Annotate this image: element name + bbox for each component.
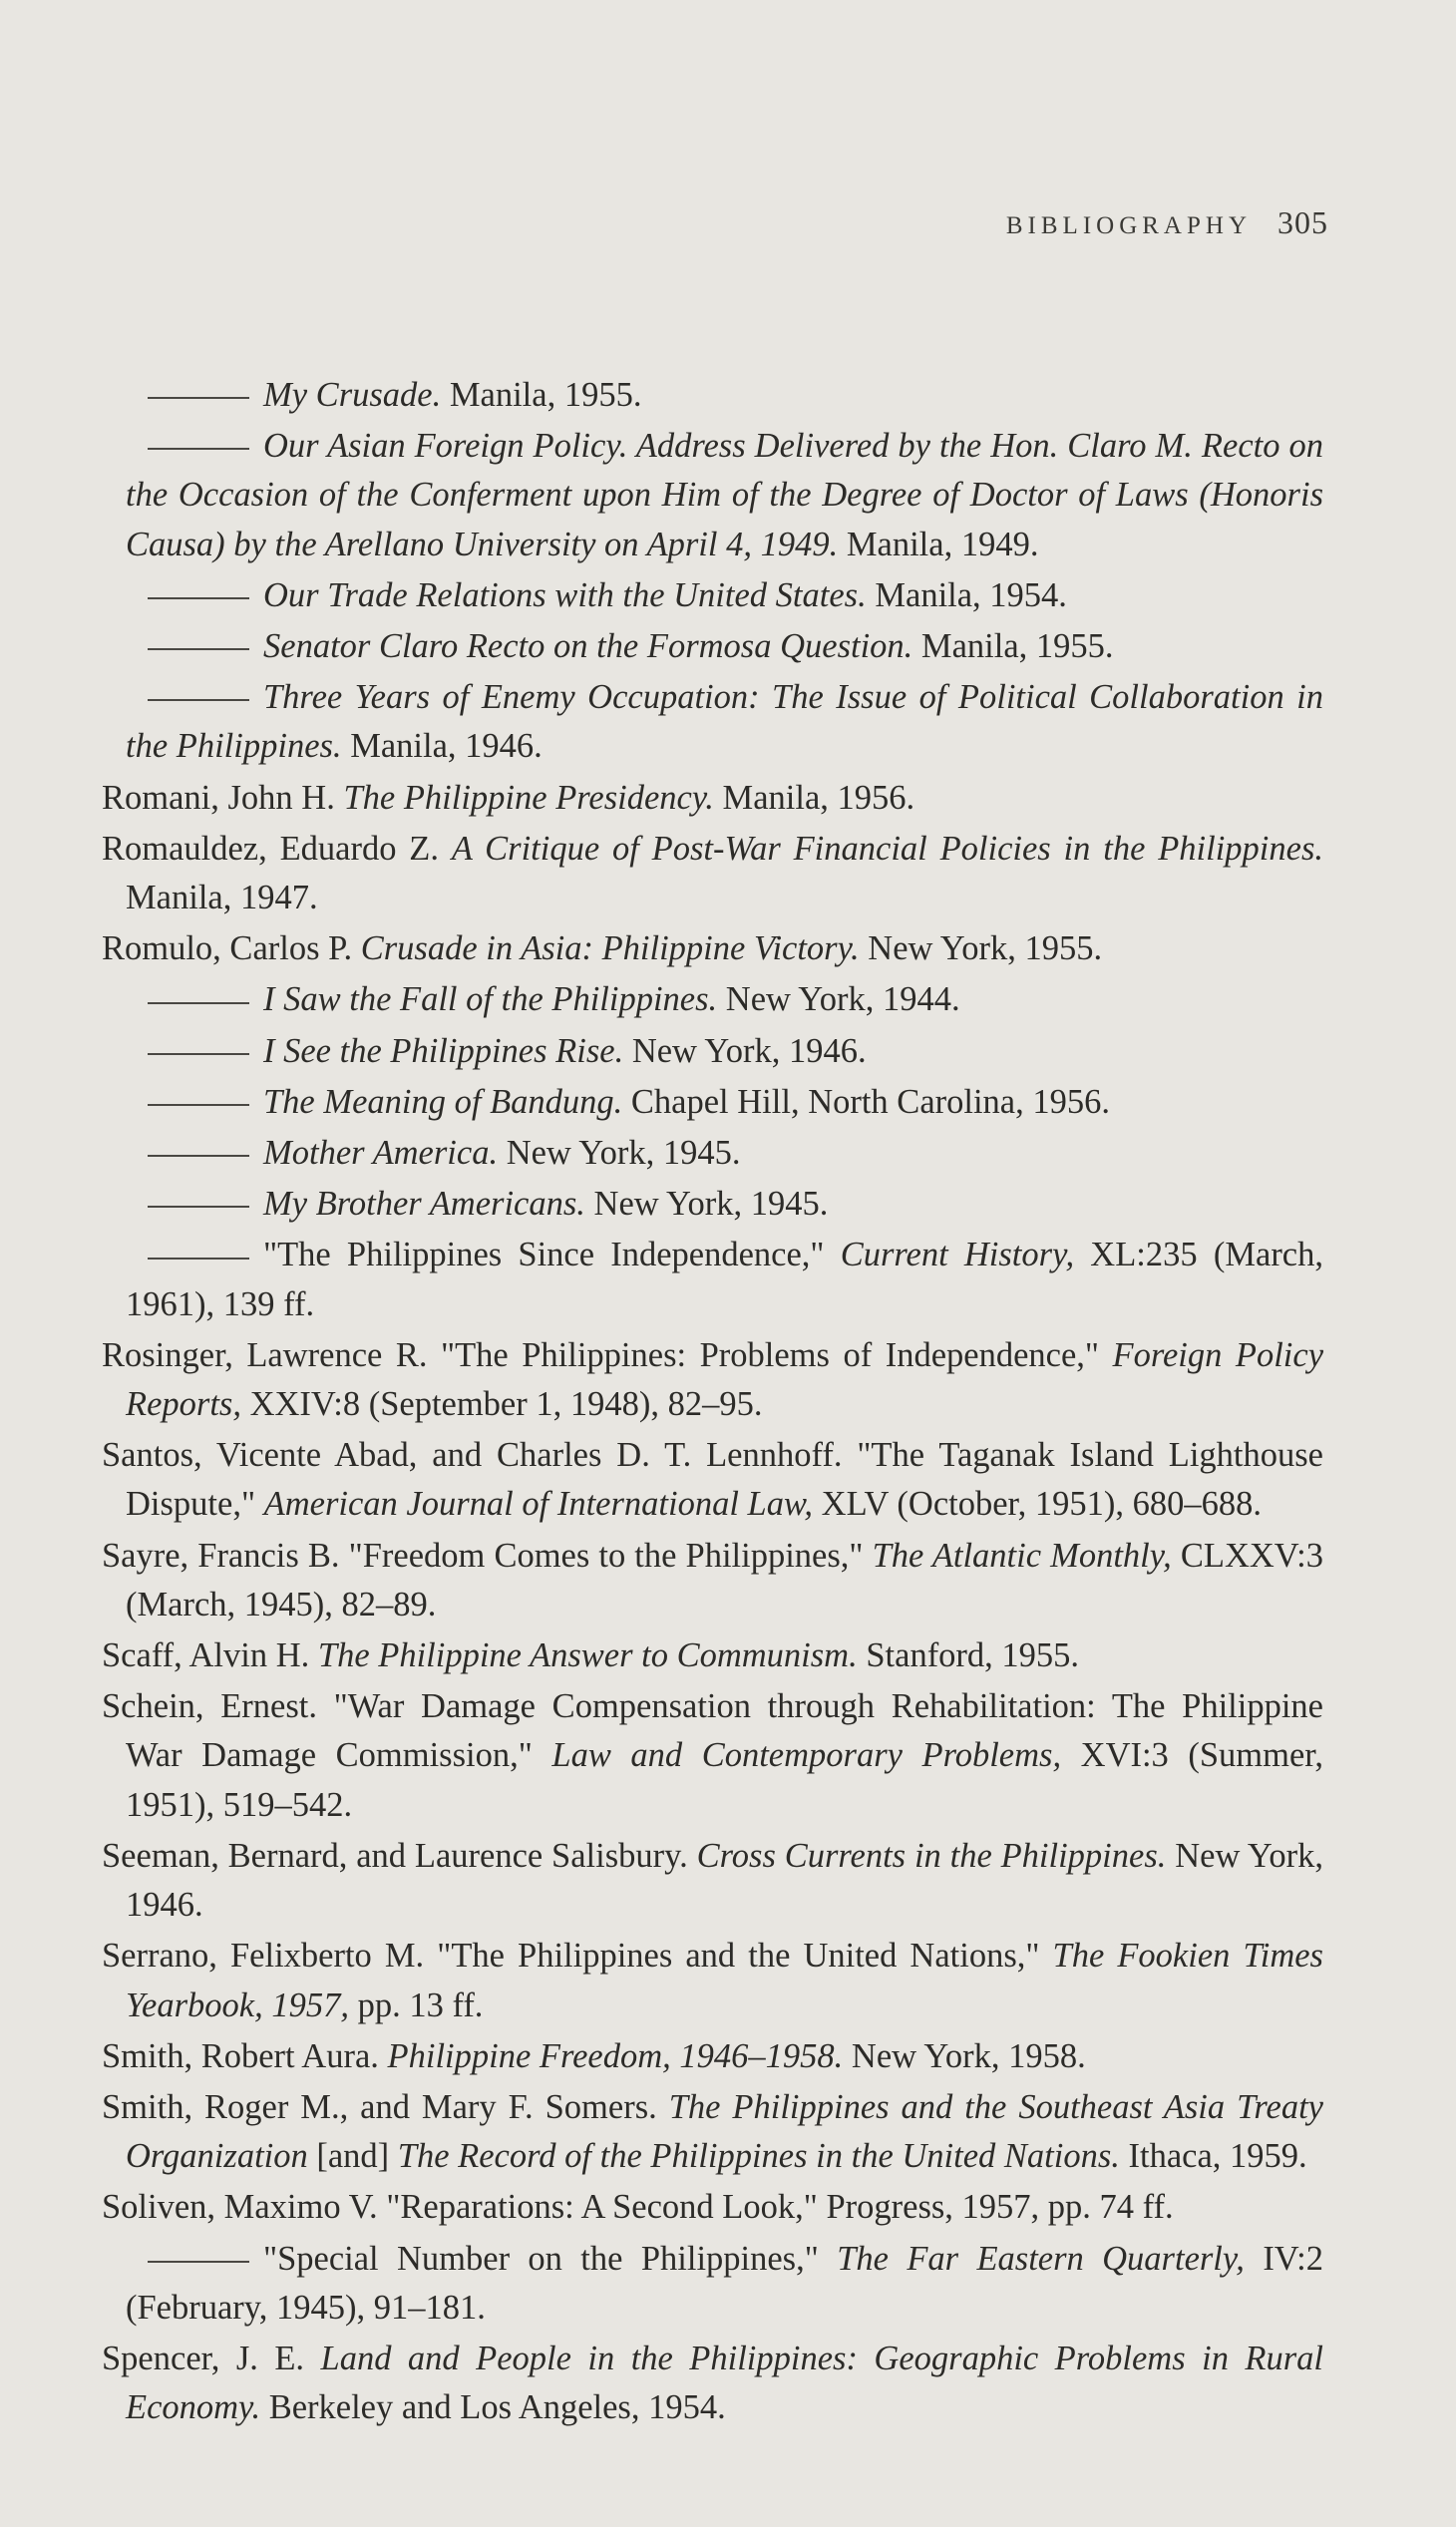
entry-title: The Atlantic Monthly, [872, 1536, 1172, 1575]
entry-title: Crusade in Asia: Philippine Victory. [360, 929, 860, 968]
entry-publication: Manila, 1955. [912, 627, 1114, 666]
bibliography-entry [102, 673, 1323, 771]
entry-publication: Ithaca, 1959. [1119, 2137, 1307, 2176]
entry-publication: New York, 1945. [584, 1185, 829, 1224]
entry-title: The Meaning of Bandung. [263, 1082, 623, 1121]
entry-publication: New York, 1946. [623, 1031, 867, 1070]
entry-title: Three Years of Enemy Occupation: The Issue of Political Collaboration in the Philippines. [126, 678, 1323, 766]
ditto-dash [148, 2261, 249, 2263]
entry-article-title: "War Damage Compensation through Rehabilitation: The Philippine War Damage Commission," [126, 1687, 1323, 1775]
entry-publication: Manila, 1955. [441, 376, 642, 414]
entry-title: The Philippines and the Southeast Asia Treaty Organization [126, 2087, 1323, 2176]
entry-title: Our Asian Foreign Policy. Address Delivered by the Hon. Claro M. Recto on the Occasion of the Conferment upon Him of the Degree of Doctor of Laws (Honoris Causa) by the Arellano University on April 4, 1949. [126, 427, 1323, 563]
ditto-dash [148, 448, 249, 450]
ditto-dash [148, 648, 249, 650]
entry-publication: IV:2 (February, 1945), 91–181. [126, 2239, 1323, 2327]
entry-publication: New York, 1945. [498, 1134, 741, 1173]
entry-article-title: "Reparations: A Second Look," Progress, 1957, pp. 74 ff. [386, 2188, 1174, 2227]
bibliography-entry [102, 422, 1323, 569]
entry-publication: XXIV:8 (September 1, 1948), 82–95. [240, 1385, 763, 1424]
ditto-dash [148, 1104, 249, 1106]
entry-publication: Manila, 1947. [126, 879, 318, 917]
bibliography-entry [102, 1078, 1323, 1127]
entry-author: Seeman, Bernard, and Laurence Salisbury. [102, 1836, 697, 1875]
bibliography-entry [102, 1331, 1323, 1429]
bibliography-entry [102, 924, 1323, 973]
entry-article-title: "The Taganak Island Lighthouse Dispute," [126, 1436, 1323, 1524]
entry-publication: New York, 1944. [717, 980, 960, 1019]
entry-title: Foreign Policy Reports, [126, 1335, 1324, 1424]
bibliography-entry [102, 622, 1323, 671]
entry-author: Santos, Vicente Abad, and Charles D. T. Lennhoff. [102, 1436, 858, 1475]
bibliography-entry [102, 1932, 1323, 2029]
bibliography-entry [102, 2083, 1323, 2181]
entry-connector: [and] [307, 2137, 398, 2176]
entry-author: Smith, Robert Aura. [102, 2036, 388, 2075]
entry-title-second: The Record of the Philippines in the United Nations. [397, 2137, 1120, 2176]
entry-author: Romauldez, Eduardo Z. [102, 829, 452, 868]
entry-publication: XVI:3 (Summer, 1951), 519–542. [126, 1736, 1324, 1824]
entry-title: My Brother Americans. [263, 1185, 585, 1224]
entry-publication: Manila, 1956. [713, 778, 915, 817]
bibliography-entry [102, 371, 1323, 420]
entry-author: Rosinger, Lawrence R. [102, 1335, 441, 1374]
ditto-dash [148, 699, 249, 701]
bibliography-entry [102, 2235, 1323, 2333]
entry-article-title: "The Philippines Since Independence," [263, 1236, 841, 1274]
entry-publication: Stanford, 1955. [857, 1636, 1080, 1675]
entry-author: Smith, Roger M., and Mary F. Somers. [102, 2087, 669, 2126]
entry-publication: Berkeley and Los Angeles, 1954. [260, 2388, 726, 2427]
entry-title: Land and People in the Philippines: Geographic Problems in Rural Economy. [126, 2339, 1324, 2427]
entry-article-title: "The Philippines and the United Nations," [437, 1937, 1053, 1976]
entry-title: I See the Philippines Rise. [263, 1031, 624, 1070]
ditto-dash [148, 397, 249, 399]
bibliography-entry [102, 774, 1323, 823]
ditto-dash [148, 1155, 249, 1157]
entry-title: The Philippine Presidency. [343, 778, 714, 817]
entry-publication: Manila, 1946. [341, 727, 543, 766]
entry-author: Schein, Ernest. [102, 1687, 334, 1726]
entry-title: Our Trade Relations with the United States. [263, 575, 867, 614]
entry-publication: New York, 1955. [859, 929, 1103, 968]
entry-article-title: "Special Number on the Philippines," [263, 2239, 838, 2278]
entry-title: The Fookien Times Yearbook, 1957, [126, 1937, 1323, 2024]
entry-title: Philippine Freedom, 1946–1958. [387, 2036, 844, 2075]
entry-publication: Manila, 1949. [838, 525, 1039, 563]
bibliography-list [102, 371, 1323, 2432]
bibliography-entry [102, 1631, 1323, 1680]
entry-publication: Manila, 1954. [866, 575, 1067, 614]
entry-author: Spencer, J. E. [102, 2339, 321, 2377]
entry-article-title: "The Philippines: Problems of Independence," [441, 1335, 1113, 1374]
entry-author: Sayre, Francis B. [102, 1536, 349, 1575]
ditto-dash [148, 1053, 249, 1055]
entry-publication: XLV (October, 1951), 680–688. [813, 1485, 1262, 1524]
entry-title: American Journal of International Law, [263, 1485, 814, 1524]
bibliography-entry [102, 1129, 1323, 1178]
entry-publication: Chapel Hill, North Carolina, 1956. [622, 1082, 1110, 1121]
entry-title: The Far Eastern Quarterly, [837, 2239, 1245, 2278]
entry-article-title: "Freedom Comes to the Philippines," [348, 1536, 873, 1575]
bibliography-entry [102, 571, 1323, 620]
ditto-dash [148, 1002, 249, 1004]
page-header [1006, 204, 1328, 241]
bibliography-entry [102, 1431, 1323, 1529]
bibliography-entry [102, 825, 1323, 922]
entry-publication: XL:235 (March, 1961), 139 ff. [126, 1236, 1323, 1323]
entry-publication: pp. 13 ff. [348, 1986, 484, 2024]
bibliography-entry [102, 2335, 1323, 2432]
bibliography-entry [102, 2183, 1323, 2232]
bibliography-entry [102, 1532, 1323, 1629]
entry-title: Cross Currents in the Philippines. [696, 1836, 1167, 1875]
entry-title: The Philippine Answer to Communism. [317, 1636, 858, 1675]
bibliography-entry [102, 975, 1323, 1024]
ditto-dash [148, 1258, 249, 1260]
entry-author: Romulo, Carlos P. [102, 929, 361, 968]
ditto-dash [148, 1206, 249, 1208]
entry-title: Current History, [840, 1236, 1075, 1274]
entry-author: Soliven, Maximo V. [102, 2188, 387, 2227]
entry-publication: CLXXV:3 (March, 1945), 82–89. [126, 1536, 1323, 1624]
bibliography-entry [102, 1027, 1323, 1076]
entry-title: A Critique of Post-War Financial Policies in the Philippines. [451, 829, 1323, 868]
entry-publication: New York, 1946. [126, 1836, 1324, 1925]
bibliography-entry [102, 1832, 1323, 1930]
page-number: 305 [1277, 204, 1328, 240]
entry-author: Serrano, Felixberto M. [102, 1937, 438, 1976]
entry-publication: New York, 1958. [843, 2036, 1086, 2075]
bibliography-entry [102, 2032, 1323, 2081]
entry-title: I Saw the Fall of the Philippines. [263, 980, 718, 1019]
ditto-dash [148, 597, 249, 599]
bibliography-entry [102, 1231, 1323, 1328]
entry-title: Law and Contemporary Problems, [551, 1736, 1062, 1775]
running-title: BIBLIOGRAPHY [1005, 212, 1252, 239]
entry-title: My Crusade. [263, 376, 442, 414]
entry-author: Romani, John H. [102, 778, 344, 817]
entry-title: Mother America. [263, 1134, 499, 1173]
bibliography-entry [102, 1682, 1323, 1830]
bibliography-entry [102, 1180, 1323, 1229]
entry-author: Scaff, Alvin H. [102, 1636, 318, 1675]
entry-title: Senator Claro Recto on the Formosa Question. [263, 627, 913, 666]
